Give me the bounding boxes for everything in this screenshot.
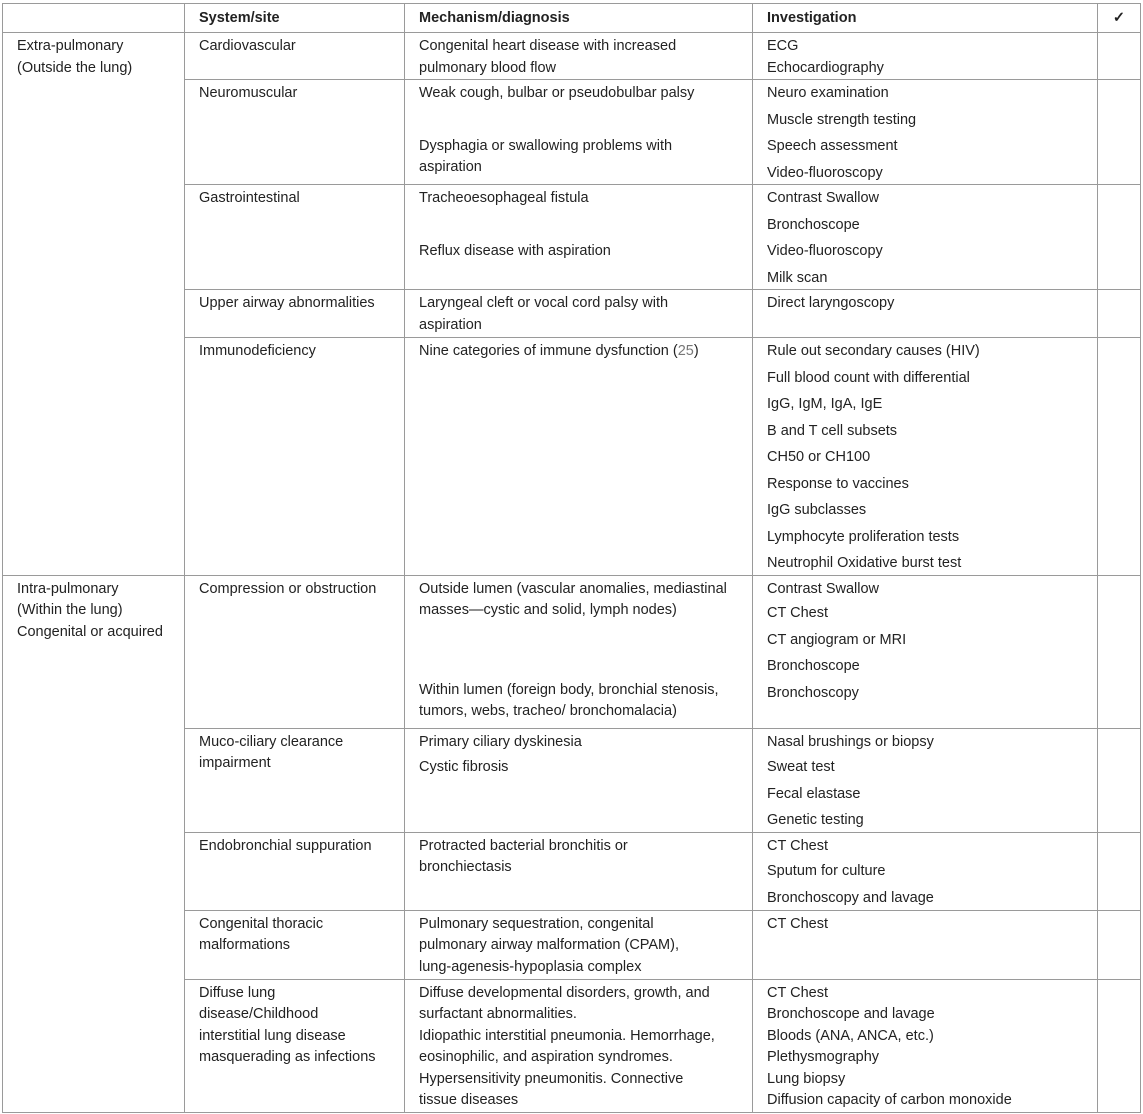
system-cell: Immunodeficiency bbox=[185, 338, 405, 576]
header-investigation: Investigation bbox=[753, 4, 1098, 33]
system-cell: Diffuse lung disease/Childhood interstitial lung disease masquerading as infections bbox=[185, 979, 405, 1112]
investigation-cell: Neuro examination Muscle strength testing Speech assessment Video-fluoroscopy bbox=[753, 80, 1098, 185]
header-row bbox=[3, 4, 1141, 33]
reference-link[interactable]: 25 bbox=[677, 343, 694, 359]
investigation-cell: Direct laryngoscopy bbox=[753, 290, 1098, 338]
header-checkmark: ✓ bbox=[1098, 4, 1141, 33]
mechanism-cell: Protracted bacterial bronchitis or bronchiectasis bbox=[405, 832, 753, 910]
check-cell[interactable] bbox=[1098, 80, 1141, 185]
investigation-cell: Nasal brushings or biopsy Sweat test Fecal elastase Genetic testing bbox=[753, 728, 1098, 832]
check-cell[interactable] bbox=[1098, 728, 1141, 832]
mechanism-cell: Nine categories of immune dysfunction (25) bbox=[405, 338, 753, 576]
mechanism-cell: Congenital heart disease with increased pulmonary blood flow bbox=[405, 33, 753, 80]
check-cell[interactable] bbox=[1098, 290, 1141, 338]
category-cell: Extra-pulmonary (Outside the lung) bbox=[3, 33, 185, 576]
check-cell[interactable] bbox=[1098, 185, 1141, 290]
investigation-table bbox=[2, 3, 1141, 1113]
system-cell: Compression or obstruction bbox=[185, 575, 405, 728]
investigation-cell: CT Chest Bronchoscope and lavage Bloods (ANA, ANCA, etc.) Plethysmography Lung biopsy Diffusion capacity of carbon monoxide bbox=[753, 979, 1098, 1112]
system-cell: Muco-ciliary clearance impairment bbox=[185, 728, 405, 832]
check-cell[interactable] bbox=[1098, 33, 1141, 80]
table-row bbox=[3, 33, 1141, 80]
system-cell: Cardiovascular bbox=[185, 33, 405, 80]
header-blank bbox=[3, 4, 185, 33]
check-cell[interactable] bbox=[1098, 910, 1141, 979]
mechanism-cell: Tracheoesophageal fistula Reflux disease with aspiration bbox=[405, 185, 753, 290]
check-cell[interactable] bbox=[1098, 575, 1141, 728]
category-cell: Intra-pulmonary (Within the lung) Congenital or acquired bbox=[3, 575, 185, 1112]
mechanism-cell: Outside lumen (vascular anomalies, mediastinal masses—cystic and solid, lymph nodes) Within lumen (foreign body, bronchial stenosis, tumors, webs, tracheo/ bronchomalacia) bbox=[405, 575, 753, 728]
investigation-cell: CT Chest Sputum for culture Bronchoscopy and lavage bbox=[753, 832, 1098, 910]
mechanism-cell: Pulmonary sequestration, congenital pulmonary airway malformation (CPAM), lung-agenesis-hypoplasia complex bbox=[405, 910, 753, 979]
header-mechanism-diagnosis: Mechanism/diagnosis bbox=[405, 4, 753, 33]
header-system-site: System/site bbox=[185, 4, 405, 33]
system-cell: Endobronchial suppuration bbox=[185, 832, 405, 910]
system-cell: Neuromuscular bbox=[185, 80, 405, 185]
investigation-cell: CT Chest bbox=[753, 910, 1098, 979]
mechanism-cell: Primary ciliary dyskinesia Cystic fibrosis bbox=[405, 728, 753, 832]
investigation-cell: Contrast Swallow CT Chest CT angiogram or MRI Bronchoscope Bronchoscopy bbox=[753, 575, 1098, 728]
check-cell[interactable] bbox=[1098, 979, 1141, 1112]
investigation-cell: Rule out secondary causes (HIV) Full blood count with differential IgG, IgM, IgA, IgE B and T cell subsets CH50 or CH100 Response to vaccines IgG subclasses Lymphocyte proliferation tests Neutrophil Oxidative burst test bbox=[753, 338, 1098, 576]
table-row bbox=[3, 575, 1141, 728]
check-cell[interactable] bbox=[1098, 832, 1141, 910]
mechanism-cell: Laryngeal cleft or vocal cord palsy with aspiration bbox=[405, 290, 753, 338]
check-cell[interactable] bbox=[1098, 338, 1141, 576]
mechanism-cell: Diffuse developmental disorders, growth, and surfactant abnormalities. Idiopathic interstitial pneumonia. Hemorrhage, eosinophilic, and aspiration syndromes. Hypersensitivity pneumonitis. Connective tissue diseases bbox=[405, 979, 753, 1112]
investigation-cell: Contrast Swallow Bronchoscope Video-fluoroscopy Milk scan bbox=[753, 185, 1098, 290]
system-cell: Congenital thoracic malformations bbox=[185, 910, 405, 979]
mechanism-cell: Weak cough, bulbar or pseudobulbar palsy Dysphagia or swallowing problems with aspiration bbox=[405, 80, 753, 185]
investigation-cell: ECG Echocardiography bbox=[753, 33, 1098, 80]
system-cell: Upper airway abnormalities bbox=[185, 290, 405, 338]
system-cell: Gastrointestinal bbox=[185, 185, 405, 290]
